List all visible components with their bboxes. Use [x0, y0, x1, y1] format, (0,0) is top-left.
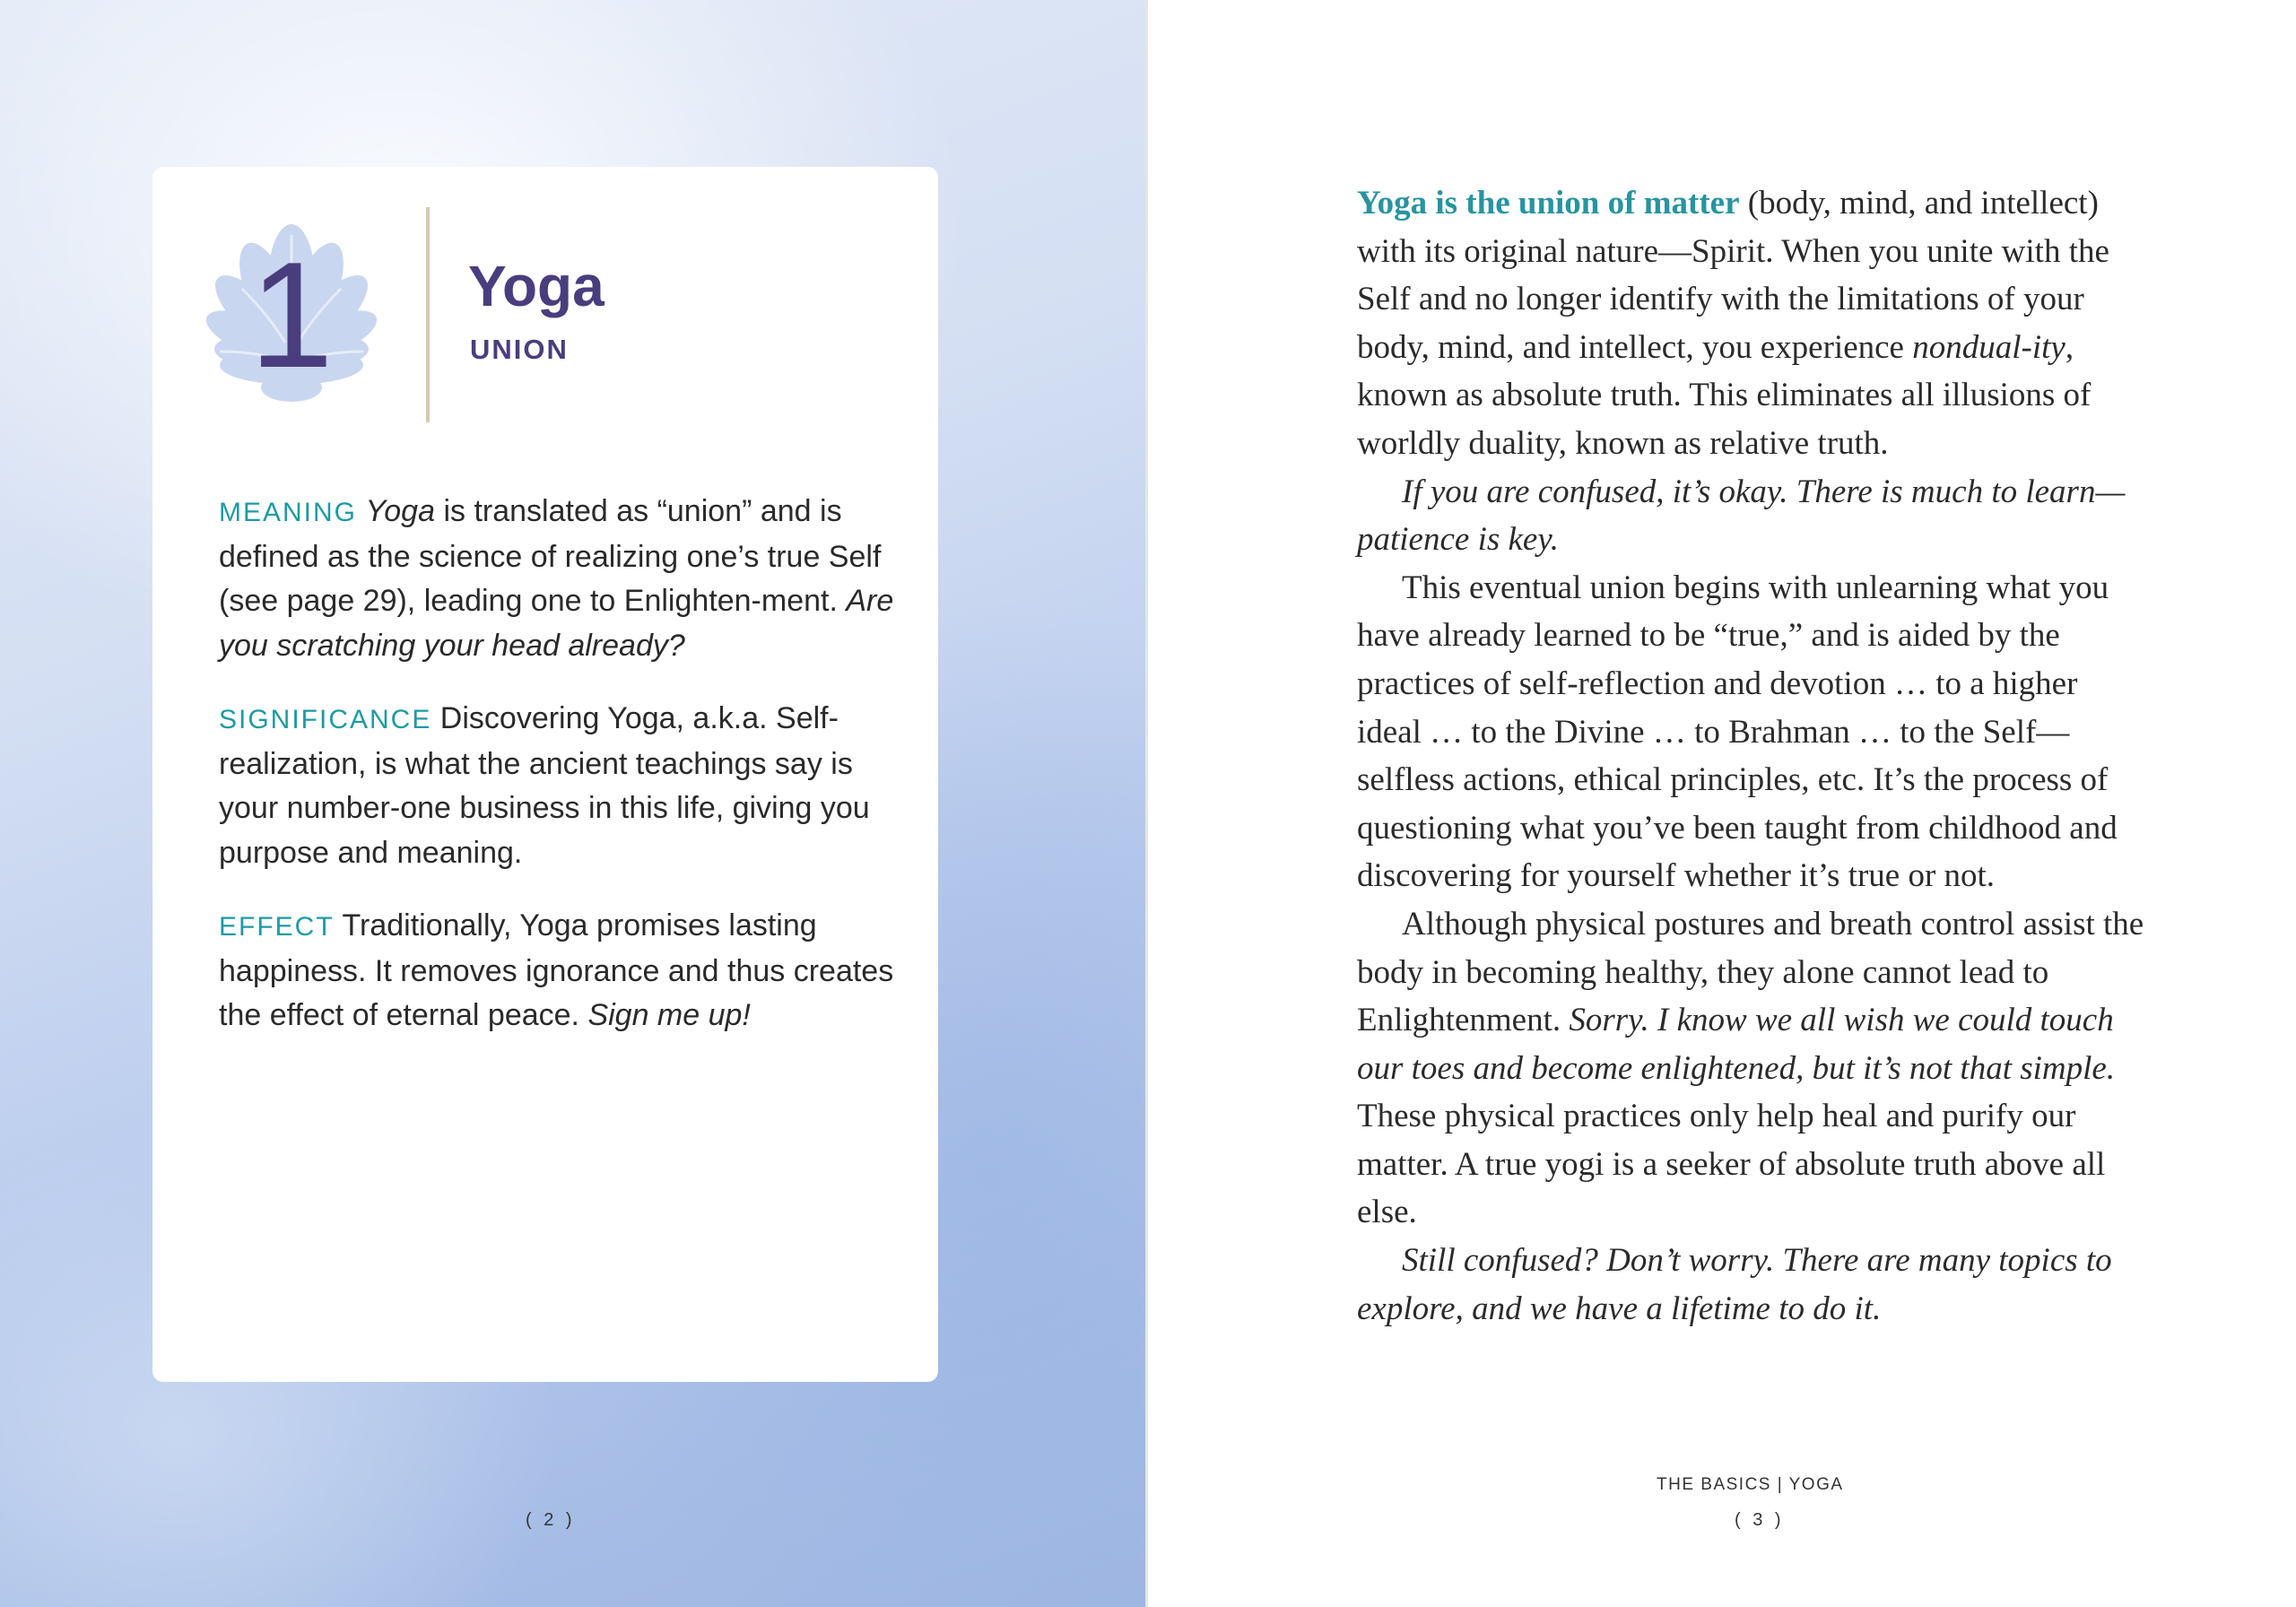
significance-paragraph [219, 697, 909, 875]
page-gutter [1145, 0, 1148, 1607]
meaning-label: MEANING [219, 498, 358, 527]
running-head: THE BASICS | YOGA [1657, 1475, 1844, 1494]
entry-subtitle: UNION [470, 334, 569, 365]
effect-paragraph [219, 904, 909, 1038]
lead-phrase: Yoga is the union of matter [1357, 185, 1740, 222]
p1-text-b: , known as absolute truth. This eliminates all illusions of worldly duality, known as relative truth. [1357, 328, 2092, 462]
entry-title: Yoga [468, 254, 604, 318]
p1-term: nondual-ity [1912, 328, 2066, 366]
significance-text: Discovering Yoga, a.k.a. Self-realization, is what the ancient teachings say is your number-one business in this life, giving you purpose and meaning. [219, 701, 870, 870]
effect-text: Traditionally, Yoga promises lasting happiness. It removes ignorance and thus creates the effect of eternal peace. [219, 908, 894, 1032]
body-paragraph-4 [1357, 900, 2146, 1237]
body-paragraph-5: Still confused? Don’t worry. There are many topics to explore, and we have a lifetime to do it. [1357, 1242, 2112, 1327]
left-page [0, 0, 1145, 1607]
significance-label: SIGNIFICANCE [219, 705, 432, 734]
entry-number: 1 [249, 230, 334, 399]
p4-text-b: These physical practices only help heal and purify our matter. A true yogi is a seeker of absolute truth above all else. [1357, 1098, 2106, 1231]
meaning-paragraph [219, 490, 909, 668]
body-text [1357, 179, 2146, 1333]
page-number-left: ( 2 ) [526, 1510, 576, 1530]
p4-aside: Sorry. I know we all wish we could touch our toes and become enlightened, but it’s not that simple. [1357, 1002, 2116, 1087]
title-divider [426, 207, 430, 422]
body-paragraph-1 [1357, 179, 2146, 468]
meaning-text: is translated as “union” and is defined as the science of realizing one’s true Self (see page 29), leading one to Enlighten-ment. [219, 494, 882, 618]
entry-card [152, 167, 938, 1382]
p1-text-a: (body, mind, and intellect) with its original nature—Spirit. When you unite with the Self and no longer identify with the limitations of your body, mind, and intellect, you experience [1357, 185, 2109, 366]
effect-aside: Sign me up! [587, 998, 751, 1032]
effect-label: EFFECT [219, 912, 335, 942]
p4-text-a: Although physical postures and breath control assist the body in becoming healthy, they alone cannot lead to Enlightenment. [1357, 905, 2144, 1039]
meaning-aside: Are you scratching your head already? [219, 584, 894, 663]
page-number-right: ( 3 ) [1735, 1510, 1785, 1530]
meaning-term: Yoga [365, 494, 435, 528]
body-paragraph-3: This eventual union begins with unlearning what you have already learned to be “true,” and is aided by the practices of self-reflection and devotion … to a higher ideal … to the Divine … to Brahman … to the Self—selfless actions, ethical principles, etc. It’s the process of questioning what you’ve been taught from childhood and discovering for yourself whether it’s true or not. [1357, 569, 2118, 895]
body-paragraph-2: If you are confused, it’s okay. There is much to learn—patience is key. [1357, 473, 2126, 559]
